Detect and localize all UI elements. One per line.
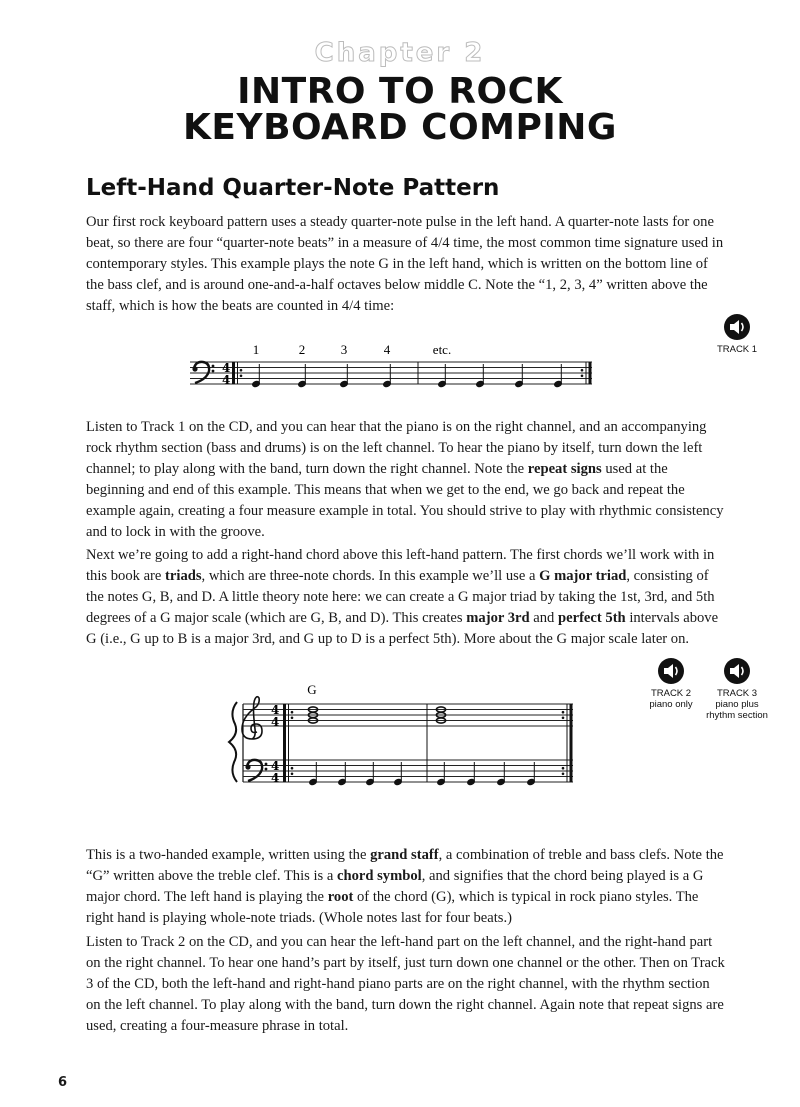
end-repeat-sign — [562, 704, 573, 782]
term-triads: triads — [165, 568, 202, 584]
term-major-3rd: major 3rd — [466, 610, 530, 626]
beat-label: 3 — [340, 342, 348, 357]
term-perfect-5th: perfect 5th — [558, 610, 626, 626]
brace — [229, 702, 237, 782]
time-signature-bottom: 4 — [271, 771, 280, 785]
grand-staff-example — [225, 680, 585, 806]
track-1-label: TRACK 1 — [716, 344, 758, 355]
track-3-label: TRACK 3 piano plus rhythm section — [706, 688, 768, 721]
chord-symbol: G — [307, 682, 317, 697]
paragraph-intro: Our first rock keyboard pattern uses a steady quarter-note pulse in the left hand. A quarter-note lasts for one beat, so there are four “quarter-note beats” in a measure of 4/4 time, the most common time signature used in contemporary styles. This example plays the note G in the left hand, which is written on the bottom line of the bass clef, and is around one-and-a-half octaves below middle C. Note the “1, 2, 3, 4” written above the staff, which is how the beats are counted in 4/4 time: — [86, 214, 724, 314]
term-chord-symbol: chord symbol — [336, 868, 422, 884]
treble-clef-icon — [242, 697, 262, 739]
time-signature-top: 4 — [271, 703, 280, 717]
time-signature-top: 4 — [222, 361, 231, 375]
paragraph-triads: Next we’re going to add a right-hand chord above this left-hand pattern. The first chords we’ll work with in this book are triads, which are three-note chords. In this example we’ll use a G major triad, consisting of the notes G, B, and D. A little theory note here: we can create a G major triad by taking the 1st, 3rd, and 5th degrees of a G major scale (which are G, B, and D). This creates major 3rd and perfect 5th intervals above G (i.e., G up to B is a major 3rd, and G up to D is a perfect 5th). More about the G major scale later on. — [86, 547, 719, 647]
page-number: 6 — [58, 1075, 68, 1090]
page-title-line-2: KEYBOARD COMPING — [183, 107, 617, 148]
term-repeat-signs: repeat signs — [527, 461, 602, 477]
cd-audio-icon — [723, 313, 751, 341]
beat-label: 2 — [298, 342, 306, 357]
paragraph-track-2-3: Listen to Track 2 on the CD, and you can hear the left-hand part on the left channel, and the right-hand part on the right channel. To hear one hand’s part by itself, just turn down one channel or the other. Then on Track 3 of the CD, both the left-hand and right-hand piano parts are on the right channel, with the rhythm section on the left channel. To play along with the band, turn down the right channel. Again note that repeat signs are used, creating a four-measure phrase in total. — [86, 934, 725, 1034]
time-signature-top: 4 — [271, 759, 280, 773]
beat-label: 4 — [383, 342, 391, 357]
cd-audio-icon — [657, 657, 685, 685]
chapter-label: Chapter 2 — [314, 38, 486, 68]
term-grand-staff: grand staff — [370, 847, 439, 863]
track-2-label: TRACK 2 piano only — [649, 688, 693, 710]
paragraph-grand-staff: This is a two-handed example, written using the grand staff, a combination of treble and bass clefs. Note the “G” written above the treble clef. This is a chord symbol, and signifies that the chord being played is a G major chord. The left hand is playing the root of the chord (G), which is typical in rock piano styles. The right hand is playing whole-note triads. (Whole notes last for four beats.) — [86, 847, 724, 926]
beat-label: 1 — [252, 342, 260, 357]
page-title — [0, 71, 800, 148]
term-root: root — [327, 889, 354, 905]
start-repeat-sign — [283, 704, 293, 782]
term-g-major-triad: G major triad — [539, 568, 627, 584]
bass-clef-icon — [192, 362, 214, 383]
page-title-line-1: INTRO TO ROCK — [237, 71, 563, 112]
cd-audio-icon — [723, 657, 751, 685]
paragraph-track-1: Listen to Track 1 on the CD, and you can hear that the piano is on the right channel, and an accompanying rock rhythm section (bass and drums) is on the left channel. To hear the piano by itself, turn down the left channel; to play along with the band, turn down the right channel. Note the repeat signs used at the beginning and end of this example. This means that when we get to the end, we go back and repeat the example again, creating a four measure example in total. You should strive to play with rhythmic consistency and to lock in with the groove. — [86, 419, 724, 540]
time-signature-bottom: 4 — [222, 373, 231, 387]
etc-label: etc. — [432, 342, 452, 357]
time-signature-bottom: 4 — [271, 715, 280, 729]
bass-clef-icon — [245, 760, 267, 781]
bass-staff-example — [180, 338, 600, 400]
section-heading: Left-Hand Quarter-Note Pattern — [86, 175, 500, 201]
